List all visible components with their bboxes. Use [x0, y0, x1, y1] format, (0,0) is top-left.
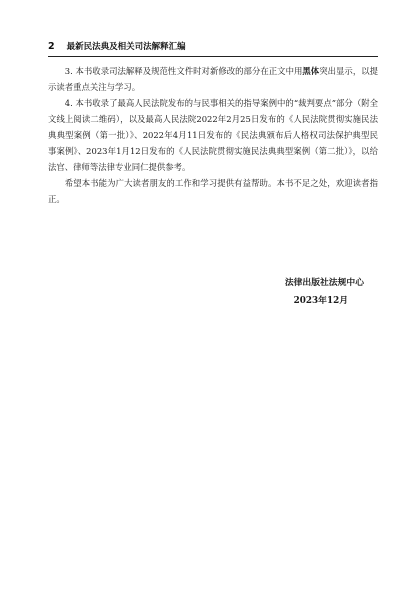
paragraph-3-start: 3. 本书收录司法解释及规范性文件时对新修改的部分在正文中用: [64, 66, 303, 76]
signature-date: 2023年12月: [293, 296, 348, 306]
paragraph-3-bold-term: 黑体: [302, 66, 320, 76]
paragraph-5: 希望本书能为广大读者朋友的工作和学习提供有益帮助。本书不足之处，欢迎读者指正。: [48, 178, 378, 204]
header-rule: [48, 56, 378, 57]
running-title: 最新民法典及相关司法解释汇编: [66, 42, 186, 52]
signature-organization: 法律出版社法规中心: [284, 278, 364, 288]
page-number: 2: [48, 40, 55, 52]
paragraph-3-end: 突出显示，以提示读者重点关注与学习。: [48, 66, 379, 92]
paragraph-4: 4. 本书收录了最高人民法院发布的与民事相关的指导案例中的“裁判要点”部分（附全文线上阅读二维码），以及最高人民法院2022年2月25日发布的《人民法院贯彻实施民法典典型案例（第一批）》、2022年4月11日发布的《民法典颁布后人格权司法保护典型民事案例》、2023年1月12日发布的《人民法院贯彻实施民法典典型案例（第二批）》，以给法官、律师等法律专业同仁提供参考。: [48, 98, 378, 172]
body-text: [48, 63, 378, 207]
running-header: [48, 38, 378, 54]
paragraph-3: [48, 63, 378, 95]
